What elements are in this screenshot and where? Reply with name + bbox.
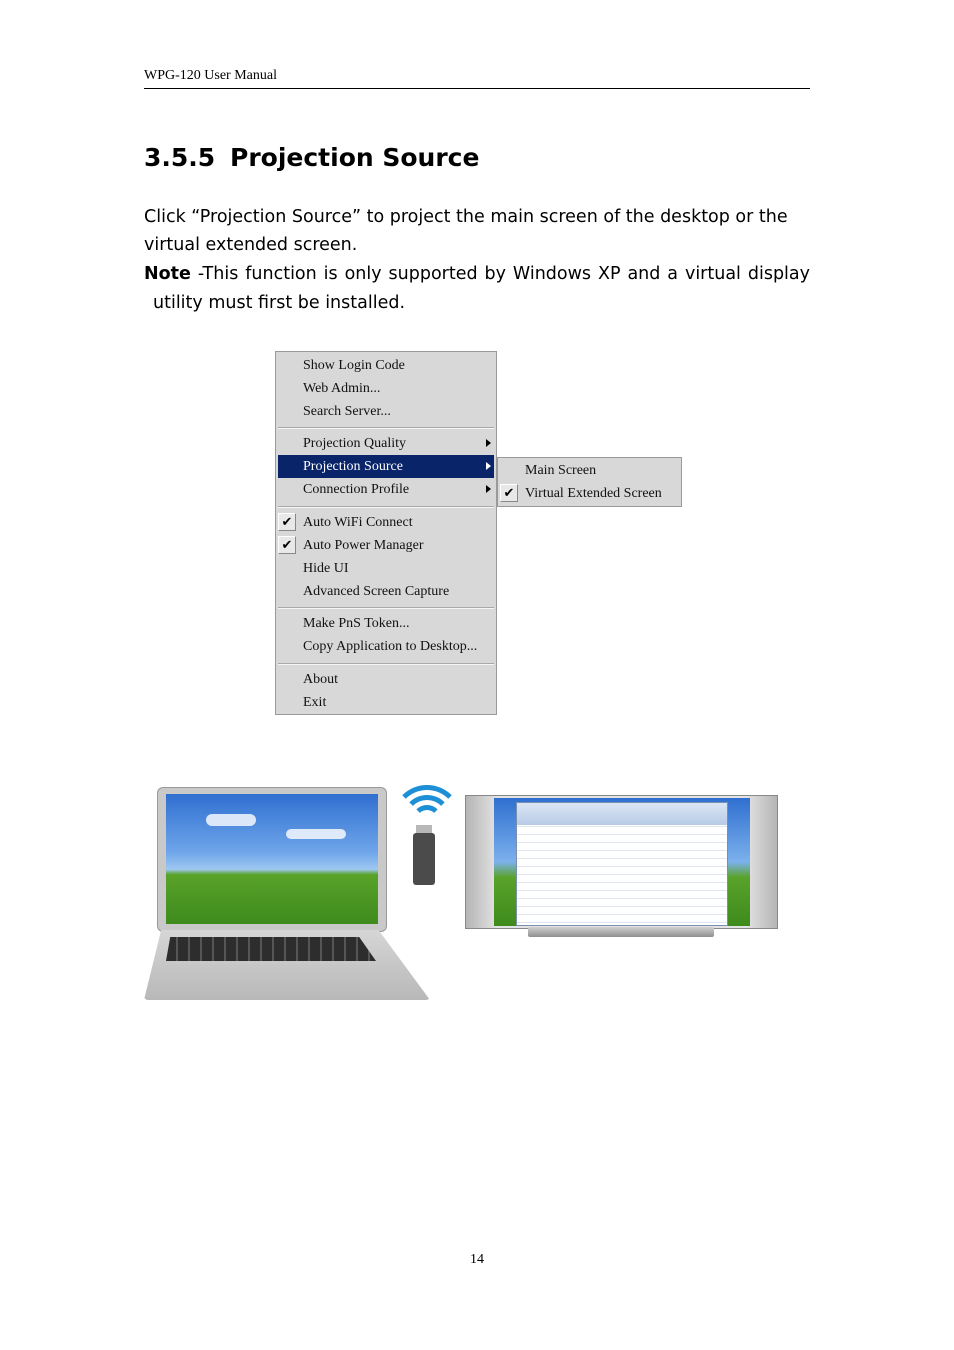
menu-item-projection-source[interactable]: Projection Source	[278, 455, 494, 478]
menu-separator	[278, 427, 494, 429]
menu-item-search-server[interactable]: Search Server...	[303, 404, 391, 419]
section-heading	[144, 143, 479, 172]
note-text-1: -This function is only supported by Windows XP and a virtual display	[190, 264, 810, 284]
spreadsheet-window	[516, 802, 728, 926]
monitor-stand	[528, 927, 714, 937]
menu-item-exit[interactable]: Exit	[303, 695, 327, 710]
menu-separator	[278, 506, 494, 508]
intro-line-1: Click “Projection Source” to project the main screen of the desktop or the	[144, 207, 788, 227]
section-title: Projection Source	[230, 143, 480, 172]
menu-item-auto-power-manager[interactable]: ✔ Auto Power Manager	[278, 534, 494, 557]
intro-line-2: virtual extended screen.	[144, 235, 358, 255]
laptop-image	[157, 787, 387, 932]
submenu-arrow-icon	[486, 462, 491, 470]
note-line-1	[144, 260, 810, 288]
menu-item-show-login-code[interactable]: Show Login Code	[303, 358, 405, 373]
note-line-2: utility must first be installed.	[153, 293, 406, 313]
menu-item-web-admin[interactable]: Web Admin...	[303, 381, 381, 396]
laptop-keyboard	[166, 937, 376, 961]
laptop-desktop-screen	[166, 794, 378, 924]
check-icon: ✔	[500, 484, 518, 502]
check-icon: ✔	[278, 513, 296, 531]
page-header	[144, 66, 810, 89]
menu-separator	[278, 663, 494, 665]
section-number: 3.5.5	[144, 143, 216, 172]
spreadsheet-ribbon	[517, 803, 727, 825]
submenu-item-main-screen[interactable]: Main Screen	[525, 463, 597, 478]
usb-dongle-image	[413, 833, 435, 885]
projection-illustration	[144, 775, 780, 1005]
menu-item-projection-quality[interactable]: Projection Quality	[278, 432, 494, 455]
tray-context-menu	[275, 351, 497, 715]
menu-item-hide-ui[interactable]: Hide UI	[303, 561, 349, 576]
submenu-arrow-icon	[486, 485, 491, 493]
check-icon: ✔	[278, 536, 296, 554]
menu-item-connection-profile[interactable]: Connection Profile	[278, 478, 494, 501]
note-label: Note	[144, 264, 191, 284]
menu-item-make-pns-token[interactable]: Make PnS Token...	[303, 616, 410, 631]
page-number: 14	[470, 1252, 484, 1267]
manual-title: WPG-120 User Manual	[144, 68, 277, 83]
menu-separator	[278, 607, 494, 609]
menu-item-advanced-screen-capture[interactable]: Advanced Screen Capture	[303, 584, 450, 599]
submenu-item-virtual-extended-screen[interactable]: ✔ Virtual Extended Screen	[500, 482, 680, 505]
projection-source-submenu	[497, 457, 682, 507]
extended-screen	[494, 798, 750, 926]
menu-item-about[interactable]: About	[303, 672, 338, 687]
menu-item-copy-application[interactable]: Copy Application to Desktop...	[303, 639, 478, 654]
display-monitor-image	[465, 795, 778, 929]
intro-paragraph	[144, 203, 810, 259]
menu-item-auto-wifi-connect[interactable]: ✔ Auto WiFi Connect	[278, 511, 494, 534]
submenu-arrow-icon	[486, 439, 491, 447]
